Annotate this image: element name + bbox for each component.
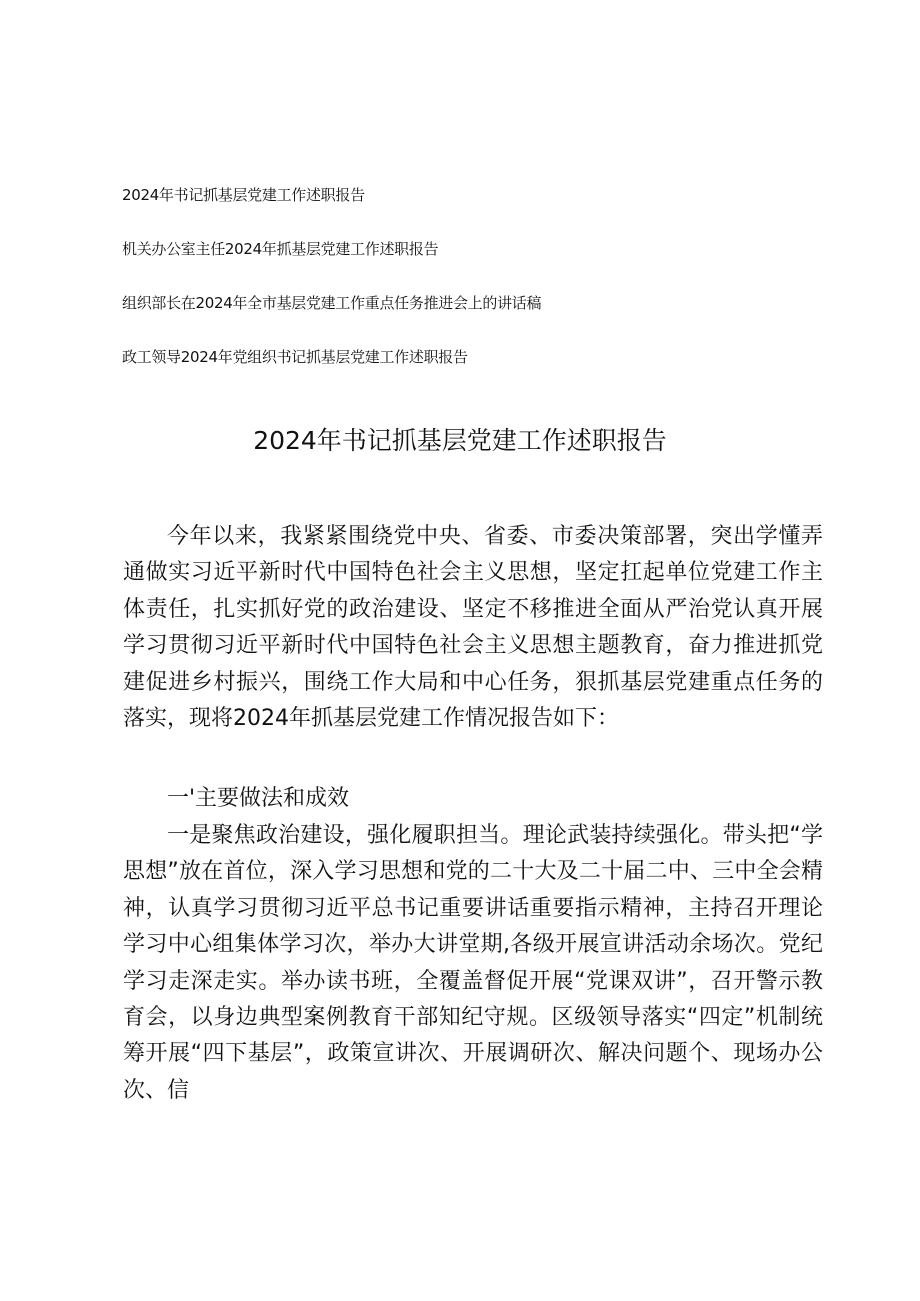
toc-item: 2024年书记抓基层党建工作述职报告 <box>122 186 365 204</box>
intro-paragraph: 今年以来，我紧紧围绕党中央、省委、市委决策部署，突出学懂弄通做实习近平新时代中国特色社会主义思想，坚定扛起单位党建工作主体责任，扎实抓好党的政治建设、坚定不移推进全面从严治党认真开展学习贯彻习近平新时代中国特色社会主义思想主题教育，奋力推进抓党建促进乡村振兴，围绕工作大局和中心任务，狠抓基层党建重点任务的落实，现将2024年抓基层党建工作情况报告如下： <box>123 524 823 732</box>
section-heading: 一'主要做法和成效 <box>167 786 350 811</box>
table-of-contents <box>122 184 862 400</box>
document-title: 2024年书记抓基层党建工作述职报告 <box>253 426 667 455</box>
section-body-paragraph: 一是聚焦政治建设，强化履职担当。理论武装持续强化。带头把“学思想”放在首位，深入学习思想和党的二十大及二十届二中、三中全会精神，认真学习贯彻习近平总书记重要讲话重要指示精神，主持召开理论学习中心组集体学习次，举办大讲堂期,各级开展宣讲活动余场次。党纪学习走深走实。举办读书班，全覆盖督促开展“党课双讲”，召开警示教育会，以身边典型案例教育干部知纪守规。区级领导落实“四定”机制统筹开展“四下基层”，政策宣讲次、开展调研次、解决问题个、现场办公次、信 <box>123 823 823 1103</box>
toc-item: 政工领导2024年党组织书记抓基层党建工作述职报告 <box>122 348 468 366</box>
toc-item: 组织部长在2024年全市基层党建工作重点任务推进会上的讲话稿 <box>122 294 542 312</box>
toc-item: 机关办公室主任2024年抓基层党建工作述职报告 <box>122 240 439 258</box>
